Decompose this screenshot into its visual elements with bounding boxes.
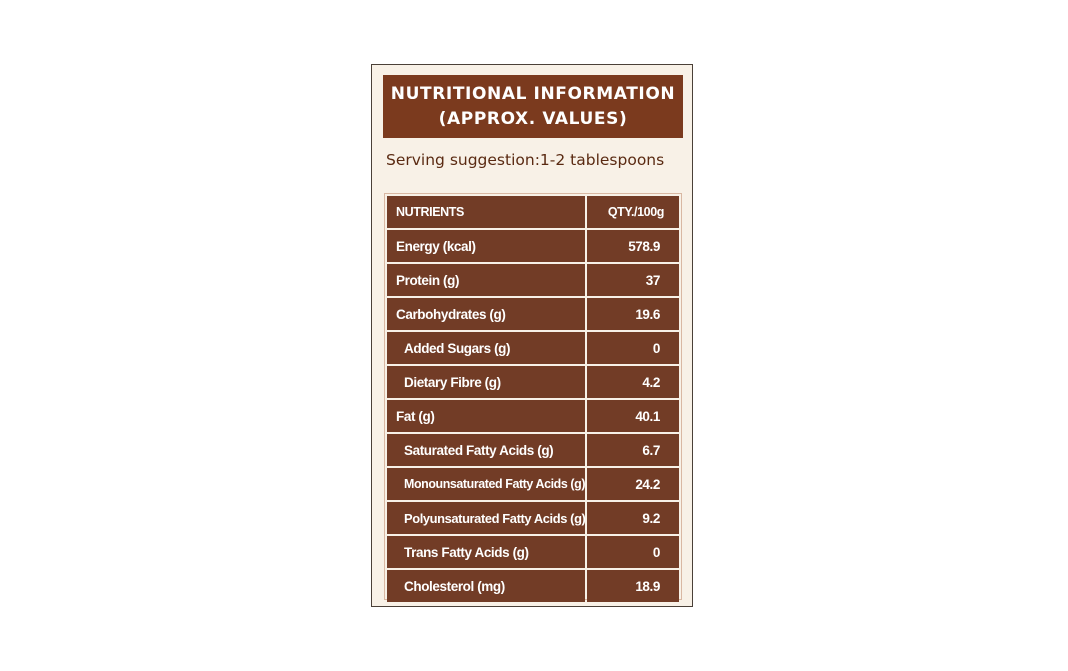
table-row: [387, 366, 679, 398]
table-row: [387, 536, 679, 568]
nutrient-name: Trans Fatty Acids (g): [387, 536, 585, 568]
nutrient-name: Fat (g): [387, 400, 585, 432]
table-row: [387, 570, 679, 602]
nutrient-name: Saturated Fatty Acids (g): [387, 434, 585, 466]
table-row: [387, 400, 679, 432]
nutrient-value: 24.2: [587, 468, 679, 500]
nutrient-name: Polyunsaturated Fatty Acids (g): [387, 502, 585, 534]
table-row: [387, 332, 679, 364]
table-row: [387, 434, 679, 466]
nutrient-value: 40.1: [587, 400, 679, 432]
nutrient-value: 6.7: [587, 434, 679, 466]
serving-suggestion: Serving suggestion:1-2 tablespoons: [386, 151, 665, 169]
title-line-1: NUTRITIONAL INFORMATION: [390, 83, 676, 104]
nutrient-value: 578.9: [587, 230, 679, 262]
title-line-2: (APPROX. VALUES): [438, 108, 628, 129]
nutrient-value: 0: [587, 536, 679, 568]
title-banner: [383, 75, 683, 138]
nutrient-name: Protein (g): [387, 264, 585, 296]
nutrient-value: 19.6: [587, 298, 679, 330]
nutrient-value: 9.2: [587, 502, 679, 534]
nutrient-name: Dietary Fibre (g): [387, 366, 585, 398]
table-row: [387, 230, 679, 262]
nutrient-value: 37: [587, 264, 679, 296]
nutrient-value: 0: [587, 332, 679, 364]
table-row: [387, 298, 679, 330]
table-row: [387, 468, 679, 500]
column-header-quantity: QTY./100g: [587, 196, 679, 228]
nutrient-name: Cholesterol (mg): [387, 570, 585, 602]
nutrient-value: 4.2: [587, 366, 679, 398]
table-row: [387, 502, 679, 534]
nutrient-name: Carbohydrates (g): [387, 298, 585, 330]
table-row: [387, 264, 679, 296]
nutrition-table: [384, 193, 682, 600]
column-header-nutrients: NUTRIENTS: [387, 196, 585, 228]
nutrient-name: Energy (kcal): [387, 230, 585, 262]
nutrient-value: 18.9: [587, 570, 679, 602]
nutrition-label-card: [371, 64, 693, 607]
nutrient-name: Monounsaturated Fatty Acids (g): [387, 468, 585, 500]
nutrient-name: Added Sugars (g): [387, 332, 585, 364]
table-header-row: [387, 196, 679, 228]
